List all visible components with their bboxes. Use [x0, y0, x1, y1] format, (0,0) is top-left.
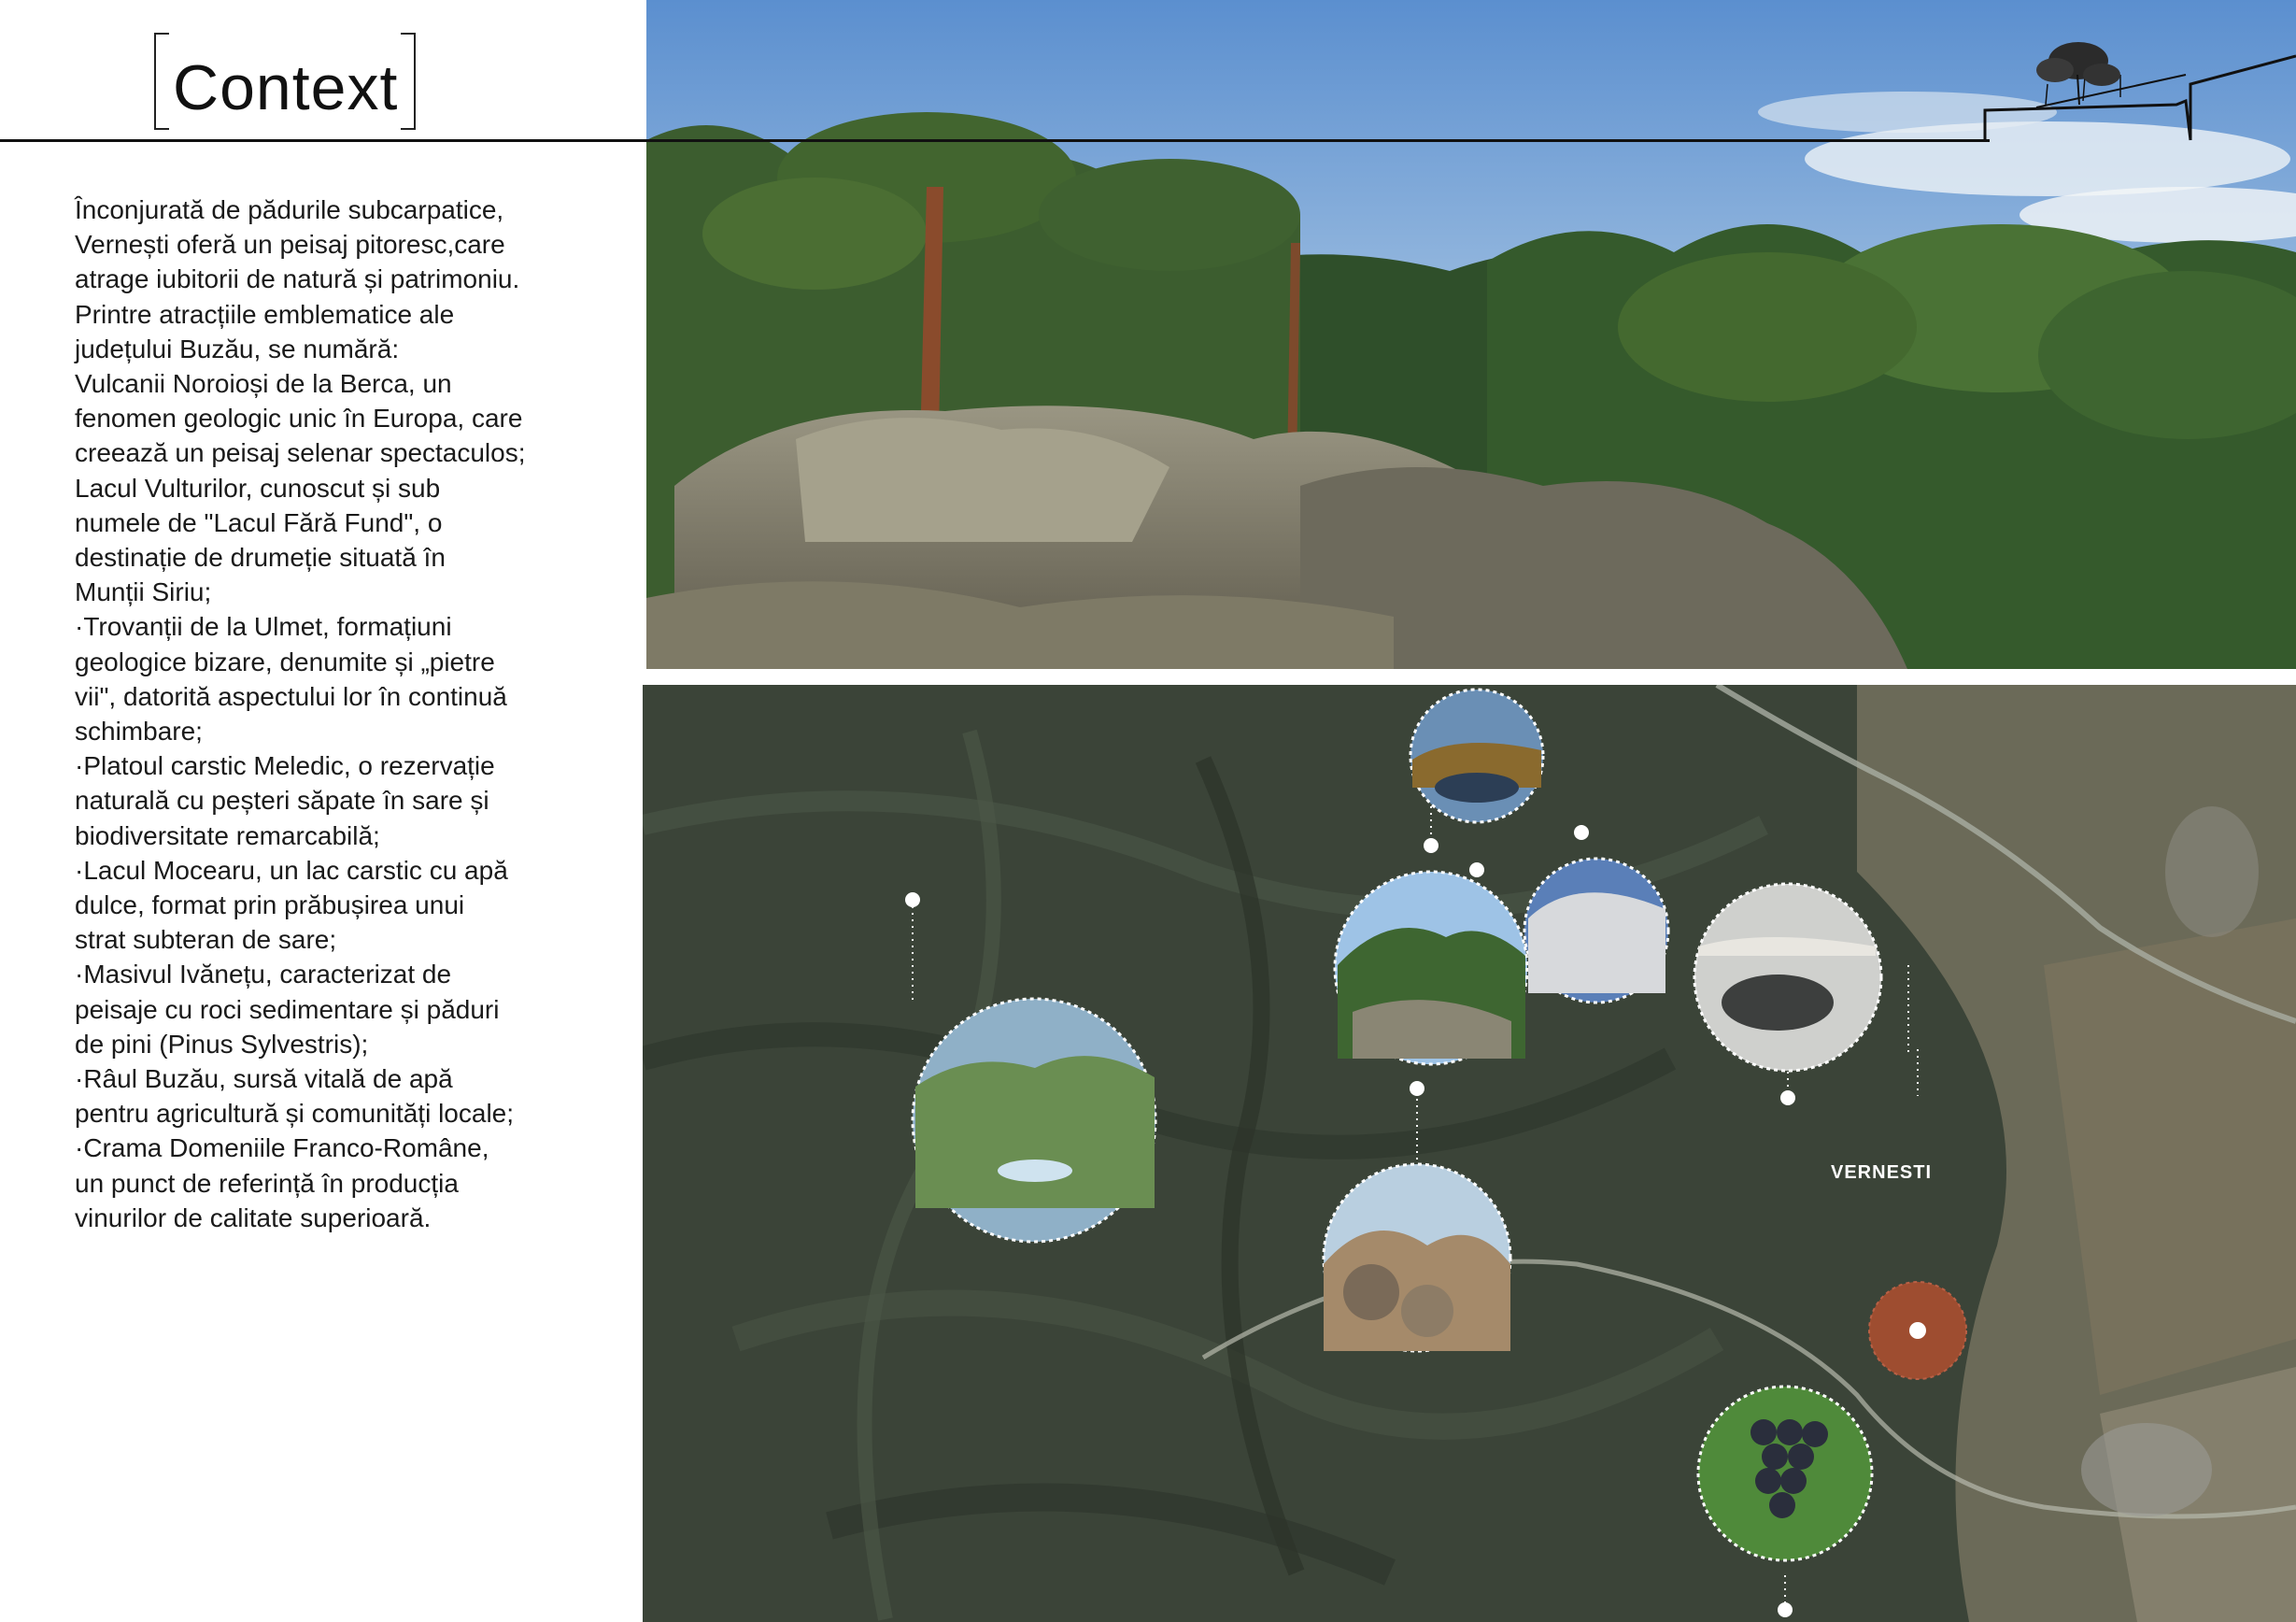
thumb-lake-mountains	[913, 999, 1155, 1242]
text-line: schimbare;	[75, 717, 203, 747]
bracket-left	[154, 33, 169, 130]
text-line: ·Râul Buzău, sursă vitală de apă	[75, 1064, 453, 1094]
text-line: peisaje cu roci sedimentare și păduri	[75, 994, 500, 1024]
text-line: Vernești oferă un peisaj pitoresc,care	[75, 230, 505, 260]
vernesti-label: VERNESTI	[1831, 1162, 1933, 1183]
thumb-mud-volcano	[1694, 884, 1881, 1071]
location-dot	[905, 892, 920, 907]
thumb-grapes	[1698, 1387, 1872, 1560]
satellite-map	[643, 685, 2296, 1622]
description-text	[75, 192, 560, 1235]
text-line: atrage iubitorii de natură și patrimoniu.	[75, 264, 520, 294]
text-line: ·Platoul carstic Meledic, o rezervație	[75, 751, 495, 781]
text-line: dulce, format prin prăbușirea unui	[75, 890, 465, 920]
location-dot	[1780, 1090, 1795, 1105]
site-profile-sketch	[1980, 19, 2296, 159]
text-line: naturală cu peșteri săpate în sare și	[75, 786, 489, 816]
thumb-pine-rocks	[1335, 872, 1527, 1064]
page-title: Context	[173, 52, 399, 123]
text-line: strat subteran de sare;	[75, 925, 337, 955]
location-dot	[1778, 1602, 1793, 1617]
text-line: județului Buzău, se numără:	[75, 334, 400, 363]
text-line: numele de "Lacul Fără Fund", o	[75, 507, 443, 537]
text-line: un punct de referință în producția	[75, 1168, 459, 1198]
text-line: geologice bizare, denumite și „pietre	[75, 647, 495, 676]
bracket-right	[401, 33, 416, 130]
text-line: ·Lacul Mocearu, un lac carstic cu apă	[75, 855, 508, 885]
text-line: ·Crama Domeniile Franco-Române,	[75, 1133, 489, 1163]
text-line: destinație de drumeție situată în	[75, 543, 446, 573]
text-line: vii", datorită aspectului lor în continuă	[75, 681, 507, 711]
location-dot	[1574, 825, 1589, 840]
thumb-salt-cave	[1524, 859, 1668, 1003]
text-line: pentru agricultură și comunități locale;	[75, 1099, 515, 1129]
text-line: ·Masivul Ivănețu, caracterizat de	[75, 960, 452, 989]
text-line: ·Trovanții de la Ulmet, formațiuni	[75, 612, 452, 642]
text-line: creează un peisaj selenar spectaculos;	[75, 438, 526, 468]
text-line: Printre atracțiile emblematice ale	[75, 299, 455, 329]
location-dot	[1469, 862, 1484, 877]
text-line: Lacul Vulturilor, cunoscut și sub	[75, 473, 441, 503]
text-line: Înconjurată de pădurile subcarpatice,	[75, 195, 504, 224]
location-dot	[1424, 838, 1439, 853]
text-line: fenomen geologic unic în Europa, care	[75, 404, 523, 434]
location-dot	[1410, 1081, 1424, 1096]
text-line: biodiversitate remarcabilă;	[75, 820, 380, 850]
text-line: de pini (Pinus Sylvestris);	[75, 1029, 369, 1059]
title-block	[154, 33, 416, 128]
text-line: Munții Siriu;	[75, 577, 212, 607]
text-line: vinurilor de calitate superioară.	[75, 1202, 432, 1232]
thumb-autumn-lake	[1410, 690, 1543, 822]
thumb-trovants	[1324, 1164, 1510, 1351]
header-rule	[0, 139, 1990, 142]
text-line: Vulcanii Noroioși de la Berca, un	[75, 369, 452, 399]
